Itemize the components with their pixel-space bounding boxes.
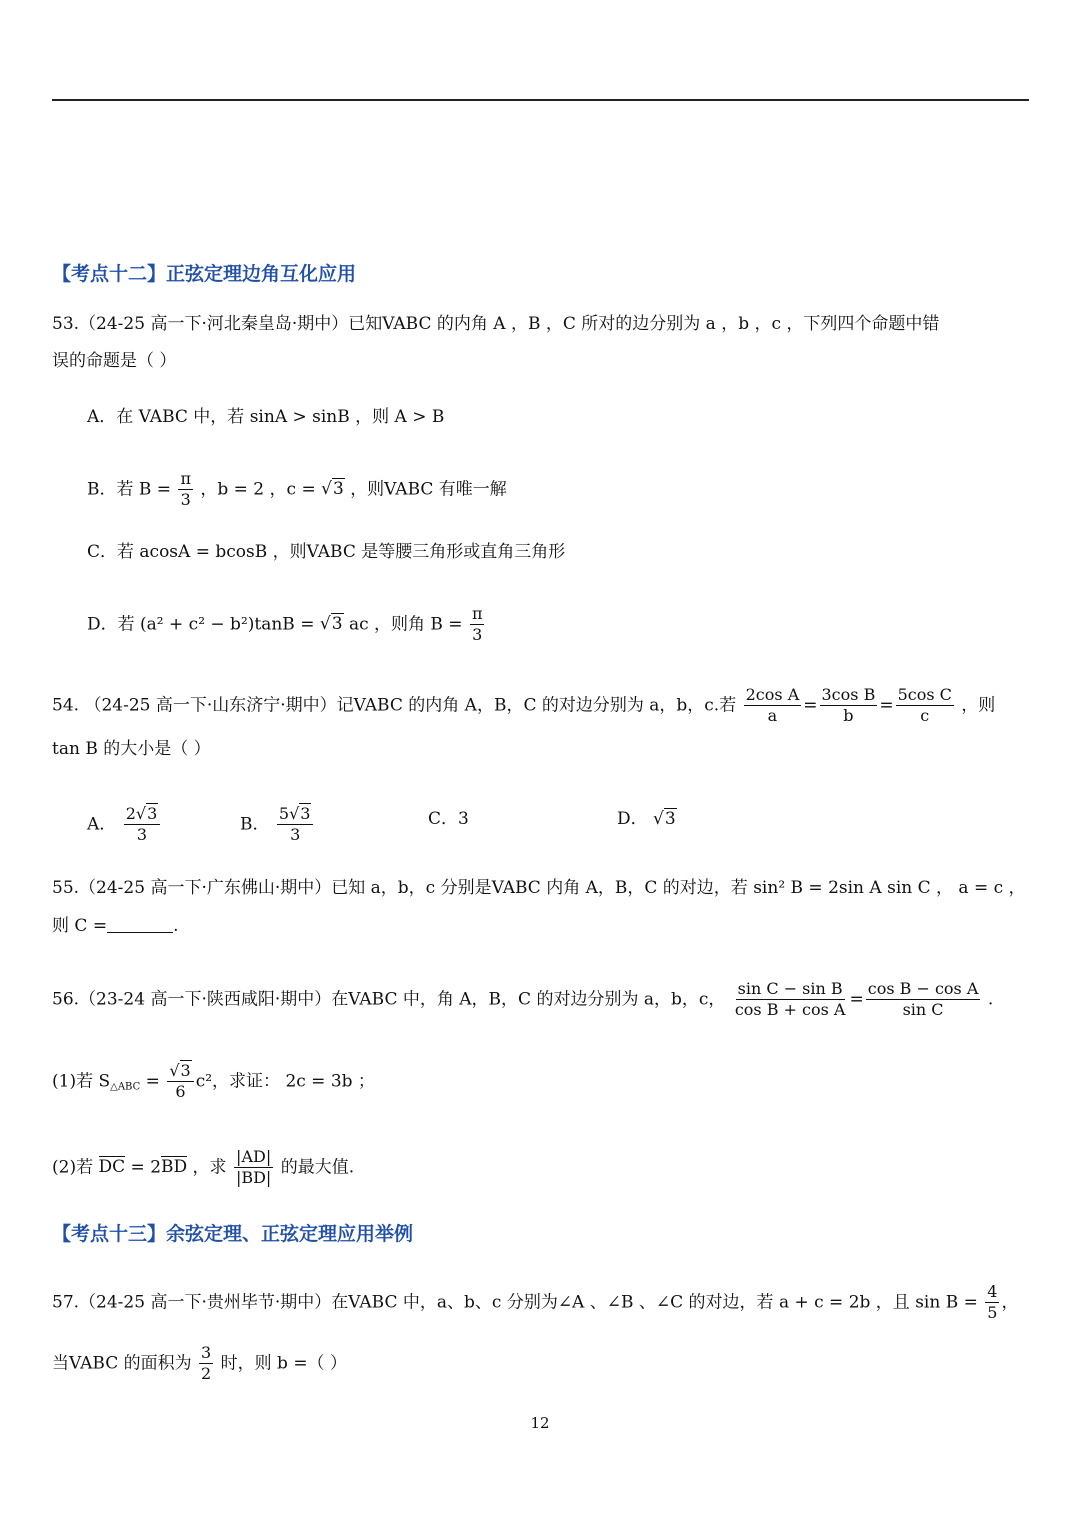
fraction: $\frac{|AD|}{|BD|}$ <box>235 1147 272 1188</box>
q57-stem-line2: 当VABC 的面积为 $\frac{3}{2}$ 时，则 b =（ ） <box>52 1343 347 1384</box>
q53-option-d: D．若 (a² + c² − b²)tanB = √3 ac ，则角 B = $\frac{\pi}{3}$ <box>87 604 483 645</box>
fraction: $\frac{\text{sin C − sin B}}{\text{cos B + cos A}}$ <box>734 979 846 1020</box>
q54-stem-line2: tan B 的大小是（ ） <box>52 739 211 759</box>
q56-part2: (2)若 DC = 2BD ，求 $\frac{|AD|}{|BD|}$ 的最大值. <box>52 1147 355 1188</box>
fraction: $\frac{\text{5cos C}}{c}$ <box>897 685 952 726</box>
section-heading-13: 【考点十三】余弦定理、正弦定理应用举例 <box>52 1223 414 1245</box>
q54-option-c: C．3 <box>428 809 469 829</box>
q57-stem-line1: 57.（24-25 高一下·贵州毕节·期中）在VABC 中，a、b、c 分别为∠A 、∠B 、∠C 的对边，若 a + c = 2b ，且 sin B = $\frac{4}{5}$ ， <box>52 1282 1019 1323</box>
fraction: $\frac{\text{3cos B}}{b}$ <box>821 685 876 726</box>
fraction: $\frac{\text{cos B − cos A}}{\text{sin C}}$ <box>867 979 979 1020</box>
answer-blank <box>107 916 173 933</box>
q54-option-b: B． $\frac{5√3}{3}$ <box>240 805 315 845</box>
q53-option-c: C．若 acosA = bcosB ，则VABC 是等腰三角形或直角三角形 <box>87 542 566 562</box>
sqrt: √3 <box>653 809 676 829</box>
fraction: $\frac{5√3}{3}$ <box>277 805 314 845</box>
fraction: $\frac{3}{2}$ <box>201 1343 212 1384</box>
q55-stem-line1: 55.（24-25 高一下·广东佛山·期中）已知 a，b，c 分别是VABC 内角 A，B，C 的对边，若 sin² B = 2sin A sin C ， a = c ， <box>52 878 1026 898</box>
q53-stem-line2: 误的命题是（ ） <box>52 351 177 371</box>
sqrt: √3 <box>321 479 344 500</box>
q54-option-d: D． √3 <box>617 809 676 829</box>
header-rule <box>52 99 1029 101</box>
q53-option-a: A．在 VABC 中，若 sinA > sinB ，则 A > B <box>87 407 445 427</box>
fraction: $\frac{\text{2cos A}}{a}$ <box>745 685 800 726</box>
fraction: $\frac{\pi}{3}$ <box>180 469 191 510</box>
q53-option-b: B．若 B = $\frac{\pi}{3}$ ，b = 2 ，c = √3 ，则VABC 有唯一解 <box>87 469 507 510</box>
fraction: $\frac{√3}{6}$ <box>167 1062 193 1102</box>
q56-part1: (1)若 $S_{\triangle ABC}$ = $\frac{√3}{6}$ c²，求证： 2c = 3b ； <box>52 1061 375 1102</box>
fraction: $\frac{2√3}{3}$ <box>124 805 161 845</box>
fraction: $\frac{\pi}{3}$ <box>471 604 483 645</box>
q54-stem-line1: 54. （24-25 高一下·山东济宁·期中）记VABC 的内角 A，B，C 的对边分别为 a，b，c.若 $\frac{\text{2cos A}}{a}$ = $\frac{\text{3cos B}}{b}$ = $\frac{\text{5cos C}}{c}$ ，则 <box>52 685 996 726</box>
q54-option-a: A． $\frac{2√3}{3}$ <box>87 805 162 845</box>
section-heading-12: 【考点十二】正弦定理边角互化应用 <box>52 263 357 285</box>
fraction: $\frac{4}{5}$ <box>987 1282 998 1323</box>
q53-stem-line1: 53.（24-25 高一下·河北秦皇岛·期中）已知VABC 的内角 A ，B ，C 所对的边分别为 a ，b ，c ，下列四个命题中错 <box>52 314 940 334</box>
sqrt: √3 <box>319 614 343 635</box>
page-number: 12 <box>530 1414 550 1432</box>
q56-stem: 56.（23-24 高一下·陕西咸阳·期中）在VABC 中，角 A，B，C 的对边分别为 a，b，c， $\frac{\text{sin C − sin B}}{\text{cos B + cos A}}$ = $\frac{\text{cos B − cos A}}{\text{sin C}}$ . <box>52 979 994 1020</box>
q55-stem-line2: 则 C = . <box>52 916 179 936</box>
